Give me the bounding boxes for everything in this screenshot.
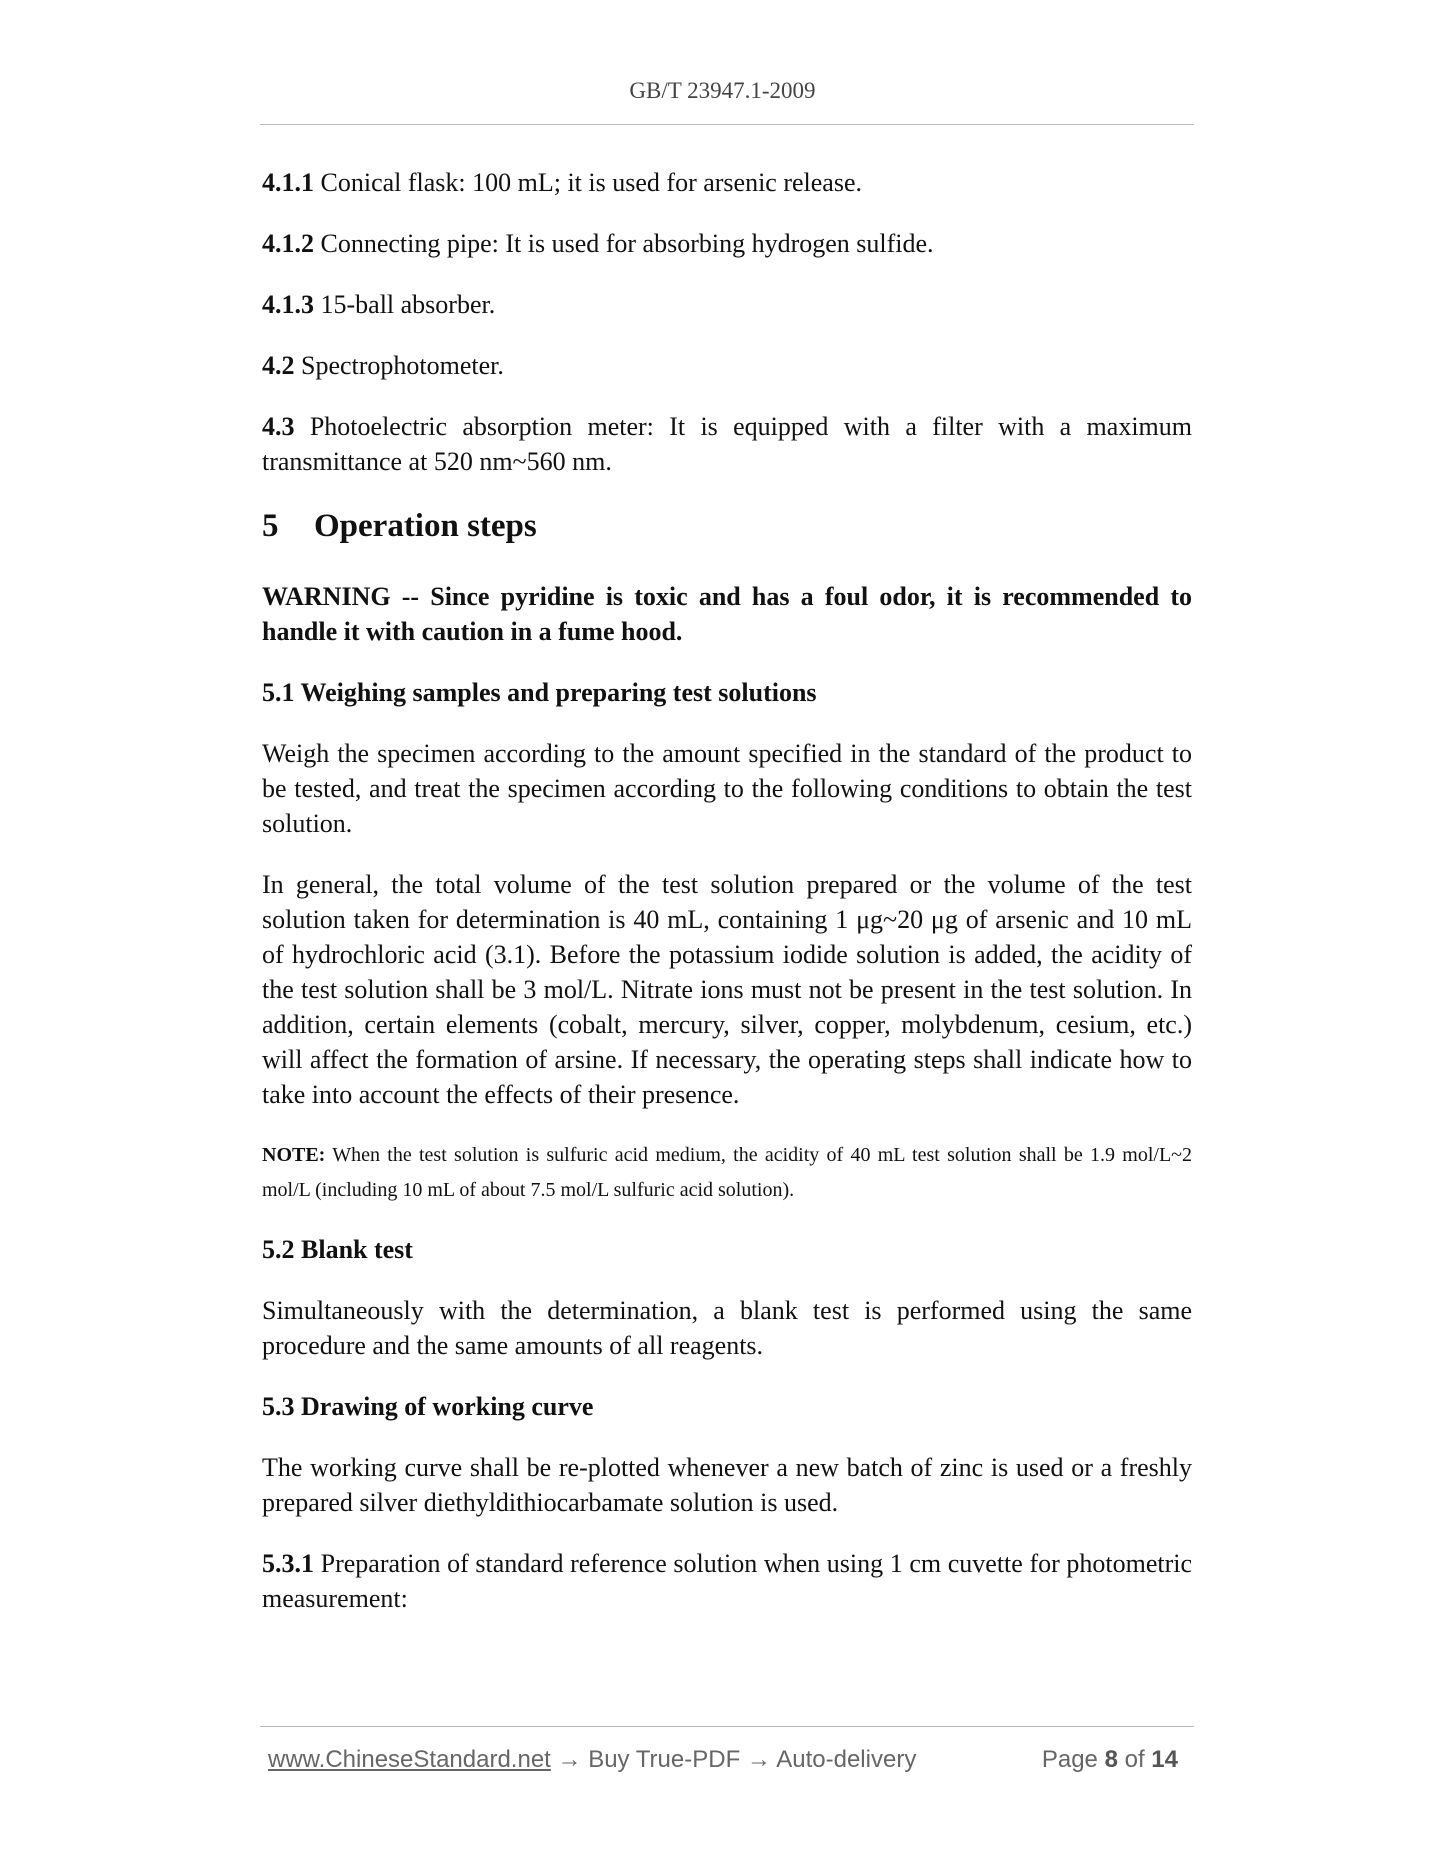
clause-4-1-1: [262, 165, 1192, 200]
of-label: of: [1124, 1746, 1145, 1773]
auto-delivery-text: Auto-delivery: [776, 1746, 917, 1773]
note-paragraph: [262, 1138, 1192, 1208]
clause-4-3: [262, 409, 1192, 479]
section-5-heading: [262, 505, 1192, 547]
note-text: When the test solution is sulfuric acid medium, the acidity of 40 mL test solution shall be 1.9 mol/L~2 mol/L (including 10 mL of about 7.5 mol/L sulfuric acid solution).: [262, 1144, 1193, 1201]
warning-paragraph: WARNING -- Since pyridine is toxic and has a foul odor, it is recommended to handle it with caution in a fume hood.: [262, 582, 1192, 646]
clause-5-3-1: [262, 1546, 1192, 1616]
paragraph-5-1-a: Weigh the specimen according to the amount specified in the standard of the product to be tested, and treat the specimen according to the following conditions to obtain the test solution.: [262, 739, 1192, 838]
arrow-right-icon: →: [557, 1746, 582, 1773]
clause-number: 4.2: [262, 351, 295, 380]
document-code-header: GB/T 23947.1-2009: [629, 78, 816, 103]
header-divider: [260, 124, 1194, 125]
clause-4-1-3: [262, 287, 1192, 322]
subsection-5-2-heading: 5.2 Blank test: [262, 1235, 413, 1264]
clause-number: 5.3.1: [262, 1549, 314, 1578]
clause-text: Photoelectric absorption meter: It is equipped with a filter with a maximum transmittance at 520 nm~560 nm.: [262, 412, 1192, 476]
clause-text: Conical flask: 100 mL; it is used for arsenic release.: [320, 168, 863, 197]
buy-true-pdf-text: Buy True-PDF: [588, 1746, 741, 1773]
section-number: 5: [262, 508, 279, 544]
page-footer: [268, 1746, 1188, 1786]
paragraph-5-1-b: In general, the total volume of the test solution prepared or the volume of the test solution taken for determination is 40 mL, containing 1 μg~20 μg of arsenic and 10 mL of hydrochloric acid (3.1). Before the potassium iodide solution is added, the acidity of the test solution shall be 3 mol/L. Nitrate ions must not be present in the test solution. In addition, certain elements (cobalt, mercury, silver, copper, molybdenum, cesium, etc.) will affect the formation of arsine. If necessary, the operating steps shall indicate how to take into account the effects of their presence.: [262, 870, 1192, 1109]
subsection-5-3-heading: 5.3 Drawing of working curve: [262, 1392, 594, 1421]
note-label: NOTE:: [262, 1144, 326, 1166]
page-indicator: [1042, 1746, 1178, 1774]
page-content: [262, 165, 1192, 1616]
clause-number: 4.1.3: [262, 290, 314, 319]
arrow-right-icon: →: [746, 1746, 771, 1773]
clause-number: 4.3: [262, 412, 295, 441]
chinesestandard-link[interactable]: www.ChineseStandard.net: [268, 1746, 551, 1773]
clause-text: 15-ball absorber.: [320, 290, 496, 319]
footer-divider: [260, 1726, 1194, 1727]
clause-text: Spectrophotometer.: [301, 351, 504, 380]
page-label: Page: [1041, 1746, 1098, 1773]
clause-4-2: [262, 348, 1192, 383]
paragraph-5-3: The working curve shall be re-plotted whenever a new batch of zinc is used or a freshly prepared silver diethyldithiocarbamate solution is used.: [262, 1453, 1192, 1517]
footer-links: [268, 1746, 916, 1774]
clause-number: 4.1.1: [262, 168, 314, 197]
total-pages-number: 14: [1151, 1746, 1178, 1773]
paragraph-5-2: Simultaneously with the determination, a blank test is performed using the same procedure and the same amounts of all reagents.: [262, 1296, 1192, 1360]
subsection-5-1-heading: 5.1 Weighing samples and preparing test solutions: [262, 678, 817, 707]
clause-4-1-2: [262, 226, 1192, 261]
clause-text: Preparation of standard reference solution when using 1 cm cuvette for photometric measurement:: [262, 1549, 1193, 1613]
clause-number: 4.1.2: [262, 229, 314, 258]
current-page-number: 8: [1104, 1746, 1118, 1773]
section-title: Operation steps: [314, 508, 537, 544]
clause-text: Connecting pipe: It is used for absorbing hydrogen sulfide.: [320, 229, 934, 258]
